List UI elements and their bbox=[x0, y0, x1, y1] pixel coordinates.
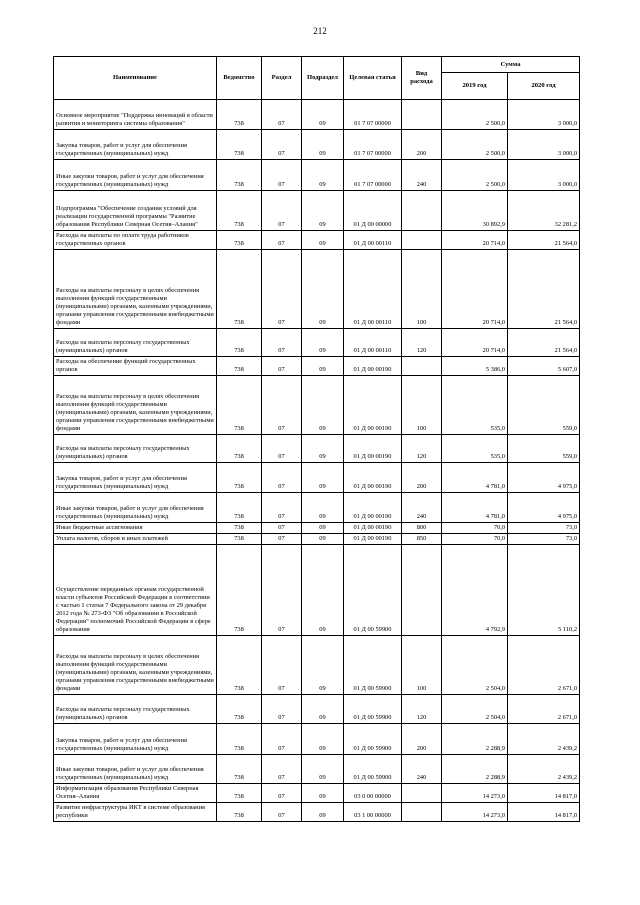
row-value-2020: 21 564,0 bbox=[508, 231, 580, 250]
row-department: 738 bbox=[217, 523, 262, 534]
table-row bbox=[54, 130, 580, 160]
row-section: 07 bbox=[262, 329, 302, 357]
row-target-article: 03 1 00 00000 bbox=[344, 803, 402, 822]
row-value-2020: 73,0 bbox=[508, 523, 580, 534]
row-section: 07 bbox=[262, 784, 302, 803]
table-row bbox=[54, 250, 580, 329]
row-section: 07 bbox=[262, 493, 302, 523]
row-subsection: 09 bbox=[302, 130, 344, 160]
row-subsection: 09 bbox=[302, 100, 344, 130]
row-name: Закупка товаров, работ и услуг для обеспечения государственных (муниципальных) нужд bbox=[54, 724, 217, 755]
row-value-2020: 4 975,0 bbox=[508, 463, 580, 493]
row-section: 07 bbox=[262, 160, 302, 191]
row-name: Расходы на выплаты персоналу в целях обеспечения выполнения функций государственными (муниципальными) органами, казенными учреждениями, органами управления государственными внебюджетными фондами bbox=[54, 376, 217, 435]
row-value-2019: 2 504,0 bbox=[442, 636, 508, 695]
row-subsection: 09 bbox=[302, 636, 344, 695]
table-row bbox=[54, 724, 580, 755]
row-department: 738 bbox=[217, 231, 262, 250]
row-target-article: 01 Д 00 59900 bbox=[344, 636, 402, 695]
table-row bbox=[54, 357, 580, 376]
row-value-2020: 2 671,0 bbox=[508, 695, 580, 724]
row-section: 07 bbox=[262, 100, 302, 130]
row-value-2020: 21 564,0 bbox=[508, 250, 580, 329]
row-expense-type: 800 bbox=[402, 523, 442, 534]
row-value-2019: 535,0 bbox=[442, 435, 508, 463]
row-expense-type bbox=[402, 357, 442, 376]
table-row bbox=[54, 803, 580, 822]
row-expense-type bbox=[402, 100, 442, 130]
row-name: Расходы на выплаты по оплате труда работников государственных органов bbox=[54, 231, 217, 250]
row-name: Иные закупки товаров, работ и услуг для обеспечения государственных (муниципальных) нужд bbox=[54, 755, 217, 784]
row-section: 07 bbox=[262, 435, 302, 463]
row-subsection: 09 bbox=[302, 329, 344, 357]
row-target-article: 01 Д 00 00190 bbox=[344, 463, 402, 493]
row-department: 738 bbox=[217, 463, 262, 493]
table-row bbox=[54, 160, 580, 191]
row-department: 738 bbox=[217, 695, 262, 724]
table-row bbox=[54, 534, 580, 545]
row-expense-type: 240 bbox=[402, 493, 442, 523]
row-target-article: 01 7 07 00000 bbox=[344, 160, 402, 191]
row-target-article: 01 Д 00 00000 bbox=[344, 191, 402, 231]
row-value-2019: 20 714,0 bbox=[442, 231, 508, 250]
row-department: 738 bbox=[217, 100, 262, 130]
row-subsection: 09 bbox=[302, 250, 344, 329]
page-number: 212 bbox=[313, 26, 327, 36]
header-section: Раздел bbox=[262, 57, 302, 100]
row-value-2019: 4 781,0 bbox=[442, 463, 508, 493]
row-value-2019: 70,0 bbox=[442, 523, 508, 534]
row-value-2020: 32 281,2 bbox=[508, 191, 580, 231]
row-section: 07 bbox=[262, 130, 302, 160]
row-name: Расходы на выплаты персоналу государственных (муниципальных) органов bbox=[54, 329, 217, 357]
row-subsection: 09 bbox=[302, 493, 344, 523]
header-department: Ведомство bbox=[217, 57, 262, 100]
row-department: 738 bbox=[217, 755, 262, 784]
row-value-2020: 73,0 bbox=[508, 534, 580, 545]
row-name: Осуществление переданных органам государственной власти субъектов Российской Федерации в соответствии с частью 1 статьи 7 Федерального закона от 29 декабря 2012 года № 273-ФЗ "Об образовании в Российской Федерации" полномочий Российской Федерации в сфере образования bbox=[54, 545, 217, 636]
row-subsection: 09 bbox=[302, 357, 344, 376]
row-value-2019: 2 500,0 bbox=[442, 160, 508, 191]
row-name: Развитие инфраструктуры ИКТ в системе образования республики bbox=[54, 803, 217, 822]
header-expense-type: Вид расхода bbox=[402, 57, 442, 100]
row-department: 738 bbox=[217, 329, 262, 357]
row-expense-type: 240 bbox=[402, 755, 442, 784]
row-expense-type: 850 bbox=[402, 534, 442, 545]
row-target-article: 03 0 00 00000 bbox=[344, 784, 402, 803]
row-subsection: 09 bbox=[302, 724, 344, 755]
row-section: 07 bbox=[262, 250, 302, 329]
row-name: Иные бюджетные ассигнования bbox=[54, 523, 217, 534]
row-value-2019: 70,0 bbox=[442, 534, 508, 545]
row-target-article: 01 Д 00 00190 bbox=[344, 357, 402, 376]
row-expense-type: 100 bbox=[402, 636, 442, 695]
row-section: 07 bbox=[262, 695, 302, 724]
row-name: Расходы на обеспечение функций государственных органов bbox=[54, 357, 217, 376]
row-value-2019: 2 500,0 bbox=[442, 100, 508, 130]
row-value-2020: 559,0 bbox=[508, 376, 580, 435]
row-value-2019: 20 714,0 bbox=[442, 329, 508, 357]
table-row bbox=[54, 695, 580, 724]
table-row bbox=[54, 784, 580, 803]
row-subsection: 09 bbox=[302, 376, 344, 435]
row-expense-type bbox=[402, 191, 442, 231]
row-value-2020: 5 607,0 bbox=[508, 357, 580, 376]
row-target-article: 01 Д 00 59900 bbox=[344, 724, 402, 755]
row-department: 738 bbox=[217, 724, 262, 755]
table-row bbox=[54, 191, 580, 231]
row-target-article: 01 Д 00 00190 bbox=[344, 376, 402, 435]
row-name: Расходы на выплаты персоналу государственных (муниципальных) органов bbox=[54, 435, 217, 463]
row-expense-type bbox=[402, 803, 442, 822]
table-row bbox=[54, 463, 580, 493]
row-target-article: 01 Д 00 00190 bbox=[344, 435, 402, 463]
row-value-2020: 14 817,0 bbox=[508, 803, 580, 822]
table-row bbox=[54, 493, 580, 523]
row-section: 07 bbox=[262, 523, 302, 534]
row-expense-type bbox=[402, 784, 442, 803]
row-target-article: 01 Д 00 00190 bbox=[344, 523, 402, 534]
row-subsection: 09 bbox=[302, 534, 344, 545]
row-subsection: 09 bbox=[302, 231, 344, 250]
table-row bbox=[54, 376, 580, 435]
row-department: 738 bbox=[217, 534, 262, 545]
header-subsection: Подраздел bbox=[302, 57, 344, 100]
row-name: Расходы на выплаты персоналу государственных (муниципальных) органов bbox=[54, 695, 217, 724]
table-row bbox=[54, 435, 580, 463]
row-expense-type bbox=[402, 231, 442, 250]
row-name: Уплата налогов, сборов и иных платежей bbox=[54, 534, 217, 545]
row-name: Расходы на выплаты персоналу в целях обеспечения выполнения функций государственными (муниципальными) органами, казенными учреждениями, органами управления государственными внебюджетными фондами bbox=[54, 636, 217, 695]
row-target-article: 01 Д 00 00190 bbox=[344, 493, 402, 523]
row-value-2019: 14 273,0 bbox=[442, 784, 508, 803]
row-department: 738 bbox=[217, 130, 262, 160]
row-value-2019: 2 288,9 bbox=[442, 724, 508, 755]
row-subsection: 09 bbox=[302, 784, 344, 803]
row-name: Иные закупки товаров, работ и услуг для обеспечения государственных (муниципальных) нужд bbox=[54, 160, 217, 191]
row-expense-type: 100 bbox=[402, 376, 442, 435]
table-row bbox=[54, 523, 580, 534]
header-sum: Сумма bbox=[442, 57, 580, 73]
row-section: 07 bbox=[262, 755, 302, 784]
row-subsection: 09 bbox=[302, 803, 344, 822]
row-target-article: 01 Д 00 59900 bbox=[344, 545, 402, 636]
table-row bbox=[54, 329, 580, 357]
table-row bbox=[54, 636, 580, 695]
row-department: 738 bbox=[217, 545, 262, 636]
row-department: 738 bbox=[217, 250, 262, 329]
row-name: Иные закупки товаров, работ и услуг для обеспечения государственных (муниципальных) нужд bbox=[54, 493, 217, 523]
row-name: Закупка товаров, работ и услуг для обеспечения государственных (муниципальных) нужд bbox=[54, 463, 217, 493]
table-row bbox=[54, 100, 580, 130]
row-value-2020: 2 439,2 bbox=[508, 724, 580, 755]
row-subsection: 09 bbox=[302, 463, 344, 493]
row-name: Информатизация образования Республики Северная Осетия–Алания bbox=[54, 784, 217, 803]
row-name: Основное мероприятие "Поддержка инноваций в области развития и мониторинга системы образования" bbox=[54, 100, 217, 130]
row-expense-type: 120 bbox=[402, 435, 442, 463]
row-value-2019: 2 504,0 bbox=[442, 695, 508, 724]
budget-table bbox=[53, 56, 580, 822]
row-value-2020: 5 110,2 bbox=[508, 545, 580, 636]
row-value-2020: 3 000,0 bbox=[508, 130, 580, 160]
row-target-article: 01 Д 00 00110 bbox=[344, 231, 402, 250]
row-name: Закупка товаров, работ и услуг для обеспечения государственных (муниципальных) нужд bbox=[54, 130, 217, 160]
header-target-article: Целевая статья bbox=[344, 57, 402, 100]
row-subsection: 09 bbox=[302, 523, 344, 534]
row-value-2019: 5 386,0 bbox=[442, 357, 508, 376]
row-department: 738 bbox=[217, 357, 262, 376]
row-subsection: 09 bbox=[302, 160, 344, 191]
row-value-2020: 2 439,2 bbox=[508, 755, 580, 784]
row-department: 738 bbox=[217, 435, 262, 463]
table-row bbox=[54, 545, 580, 636]
table-row bbox=[54, 755, 580, 784]
row-expense-type: 100 bbox=[402, 250, 442, 329]
row-expense-type: 200 bbox=[402, 130, 442, 160]
row-value-2019: 535,0 bbox=[442, 376, 508, 435]
row-expense-type bbox=[402, 545, 442, 636]
row-value-2020: 3 000,0 bbox=[508, 160, 580, 191]
row-value-2020: 559,0 bbox=[508, 435, 580, 463]
header-year-2019: 2019 год bbox=[442, 73, 508, 100]
row-target-article: 01 Д 00 59900 bbox=[344, 755, 402, 784]
row-subsection: 09 bbox=[302, 191, 344, 231]
row-expense-type: 240 bbox=[402, 160, 442, 191]
row-department: 738 bbox=[217, 803, 262, 822]
row-section: 07 bbox=[262, 376, 302, 435]
row-section: 07 bbox=[262, 463, 302, 493]
row-subsection: 09 bbox=[302, 695, 344, 724]
row-subsection: 09 bbox=[302, 545, 344, 636]
row-value-2019: 2 500,0 bbox=[442, 130, 508, 160]
row-expense-type: 200 bbox=[402, 724, 442, 755]
row-department: 738 bbox=[217, 191, 262, 231]
row-section: 07 bbox=[262, 724, 302, 755]
row-expense-type: 200 bbox=[402, 463, 442, 493]
row-department: 738 bbox=[217, 784, 262, 803]
row-expense-type: 120 bbox=[402, 695, 442, 724]
row-section: 07 bbox=[262, 545, 302, 636]
row-section: 07 bbox=[262, 803, 302, 822]
row-value-2019: 20 714,0 bbox=[442, 250, 508, 329]
row-value-2020: 2 671,0 bbox=[508, 636, 580, 695]
row-value-2019: 14 273,0 bbox=[442, 803, 508, 822]
row-value-2020: 21 564,0 bbox=[508, 329, 580, 357]
row-value-2020: 14 817,0 bbox=[508, 784, 580, 803]
row-subsection: 09 bbox=[302, 755, 344, 784]
row-target-article: 01 7 07 00000 bbox=[344, 100, 402, 130]
row-department: 738 bbox=[217, 636, 262, 695]
row-department: 738 bbox=[217, 376, 262, 435]
row-department: 738 bbox=[217, 493, 262, 523]
row-value-2020: 3 000,0 bbox=[508, 100, 580, 130]
header-name: Наименование bbox=[54, 57, 217, 100]
row-subsection: 09 bbox=[302, 435, 344, 463]
row-section: 07 bbox=[262, 357, 302, 376]
row-section: 07 bbox=[262, 231, 302, 250]
row-section: 07 bbox=[262, 636, 302, 695]
row-value-2019: 4 781,0 bbox=[442, 493, 508, 523]
row-target-article: 01 7 07 00000 bbox=[344, 130, 402, 160]
row-expense-type: 120 bbox=[402, 329, 442, 357]
row-value-2019: 4 792,9 bbox=[442, 545, 508, 636]
row-name: Расходы на выплаты персоналу в целях обеспечения выполнения функций государственными (муниципальными) органами, казенными учреждениями, органами управления государственными внебюджетными фондами bbox=[54, 250, 217, 329]
row-target-article: 01 Д 00 59900 bbox=[344, 695, 402, 724]
row-value-2019: 30 892,9 bbox=[442, 191, 508, 231]
row-value-2019: 2 288,9 bbox=[442, 755, 508, 784]
row-section: 07 bbox=[262, 191, 302, 231]
row-target-article: 01 Д 00 00190 bbox=[344, 534, 402, 545]
row-name: Подпрограмма "Обеспечение создания условий для реализации государственной программы "Развитие образования Республики Северная Осетия–Алания" bbox=[54, 191, 217, 231]
table-row bbox=[54, 231, 580, 250]
row-department: 738 bbox=[217, 160, 262, 191]
row-target-article: 01 Д 00 00110 bbox=[344, 250, 402, 329]
header-year-2020: 2020 год bbox=[508, 73, 580, 100]
row-value-2020: 4 975,0 bbox=[508, 493, 580, 523]
row-target-article: 01 Д 00 00110 bbox=[344, 329, 402, 357]
row-section: 07 bbox=[262, 534, 302, 545]
